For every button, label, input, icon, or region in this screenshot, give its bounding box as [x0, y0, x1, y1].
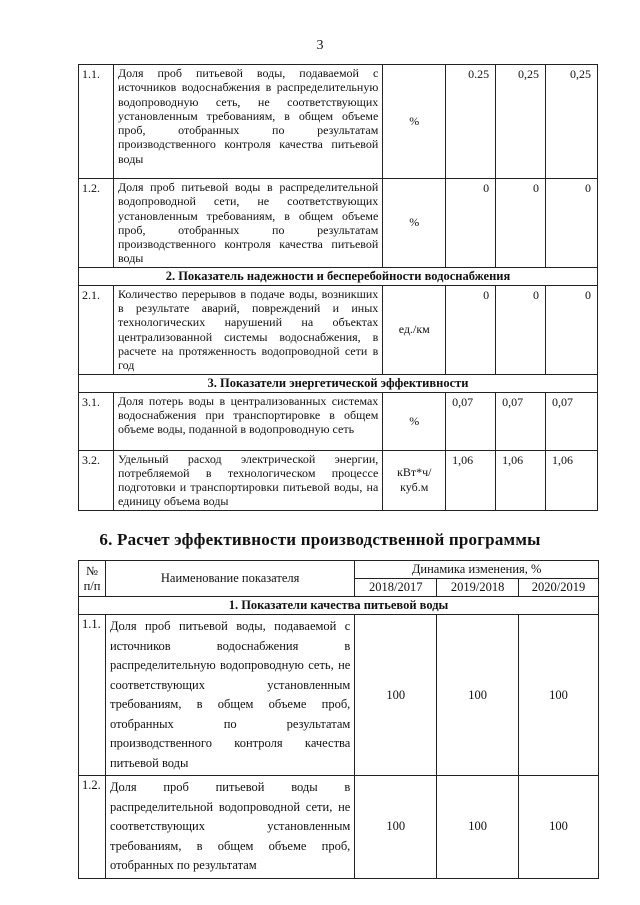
- table-row: [79, 776, 599, 879]
- efficiency-table: [78, 560, 599, 879]
- value-cell: 0: [546, 285, 598, 374]
- indicator-name: Доля проб питьевой воды, подаваемой с источников водоснабжения в распределительную водопроводную сеть, не соответствующих установленным требованиям, в общем объеме проб, отобранных по результатам производственного контроля качества питьевой воды: [105, 615, 354, 776]
- value-cell: 1,06: [546, 450, 598, 510]
- indicator-name: Количество перерывов в подаче воды, возникших в результате аварий, повреждений и иных технологических нарушений на объектах централизованной системы водоснабжения, в расчете на протяженность водопроводной сети в год: [113, 285, 382, 374]
- unit-cell: ед./км: [383, 285, 446, 374]
- row-number: 1.1.: [79, 65, 114, 179]
- header-year: 2020/2019: [519, 579, 599, 597]
- value-cell: 0: [496, 285, 546, 374]
- unit-cell: %: [383, 392, 446, 450]
- row-number: 3.2.: [79, 450, 114, 510]
- value-cell: 100: [519, 615, 599, 776]
- header-row: [79, 561, 599, 579]
- unit-cell: %: [383, 65, 446, 179]
- indicator-name: Доля проб питьевой воды в распределительной водопроводной сети, не соответствующих установленным требованиям, в общем объеме проб, отобранных по результатам производственного контроля качества питьевой воды: [113, 179, 382, 268]
- section-title: 2. Показатель надежности и бесперебойности водоснабжения: [79, 267, 598, 285]
- row-number: 1.2.: [79, 179, 114, 268]
- table-row: [79, 392, 598, 450]
- indicators-table: [78, 64, 598, 511]
- table-row: [79, 450, 598, 510]
- table-row: [79, 285, 598, 374]
- value-cell: 100: [437, 776, 519, 879]
- section-row: [79, 374, 598, 392]
- value-cell: 0: [446, 179, 496, 268]
- section-row: [79, 267, 598, 285]
- value-cell: 0,07: [496, 392, 546, 450]
- value-cell: 0: [546, 179, 598, 268]
- value-cell: 100: [355, 615, 437, 776]
- page-number: 3: [316, 38, 324, 53]
- header-dynamics: Динамика изменения, %: [355, 561, 599, 579]
- section-title: 1. Показатели качества питьевой воды: [79, 597, 599, 615]
- indicator-name: Доля проб питьевой воды, подаваемой с источников водоснабжения в распределительную водопроводную сеть, не соответствующих установленным требованиям, в общем объеме проб, отобранных по результатам производственного контроля качества питьевой воды: [113, 65, 382, 179]
- value-cell: 0.25: [446, 65, 496, 179]
- value-cell: 100: [355, 776, 437, 879]
- value-cell: 0: [496, 179, 546, 268]
- value-cell: 100: [519, 776, 599, 879]
- unit-cell: кВт*ч/куб.м: [383, 450, 446, 510]
- header-number: № п/п: [79, 561, 106, 597]
- value-cell: 0,25: [546, 65, 598, 179]
- header-year: 2018/2017: [355, 579, 437, 597]
- table-row: [79, 615, 599, 776]
- section-heading: 6. Расчет эффективности производственной программы: [99, 530, 541, 549]
- row-number: 1.2.: [79, 776, 106, 879]
- table-row: [79, 65, 598, 179]
- table-row: [79, 179, 598, 268]
- value-cell: 100: [437, 615, 519, 776]
- section-row: [79, 597, 599, 615]
- indicator-name: Доля потерь воды в централизованных системах водоснабжения при транспортировке в общем объеме воды, поданной в водопроводную сеть: [113, 392, 382, 450]
- value-cell: 0,25: [496, 65, 546, 179]
- header-name: Наименование показателя: [105, 561, 354, 597]
- value-cell: 0,07: [546, 392, 598, 450]
- section-title: 3. Показатели энергетической эффективности: [79, 374, 598, 392]
- indicator-name: Удельный расход электрической энергии, потребляемой в технологическом процессе подготовки и транспортировки питьевой воды, на единицу объема воды: [113, 450, 382, 510]
- row-number: 2.1.: [79, 285, 114, 374]
- header-year: 2019/2018: [437, 579, 519, 597]
- value-cell: 0: [446, 285, 496, 374]
- value-cell: 1,06: [446, 450, 496, 510]
- row-number: 3.1.: [79, 392, 114, 450]
- indicator-name: Доля проб питьевой воды в распределительной водопроводной сети, не соответствующих установленным требованиям, в общем объеме проб, отобранных по результатам: [105, 776, 354, 879]
- row-number: 1.1.: [79, 615, 106, 776]
- value-cell: 0,07: [446, 392, 496, 450]
- unit-cell: %: [383, 179, 446, 268]
- value-cell: 1,06: [496, 450, 546, 510]
